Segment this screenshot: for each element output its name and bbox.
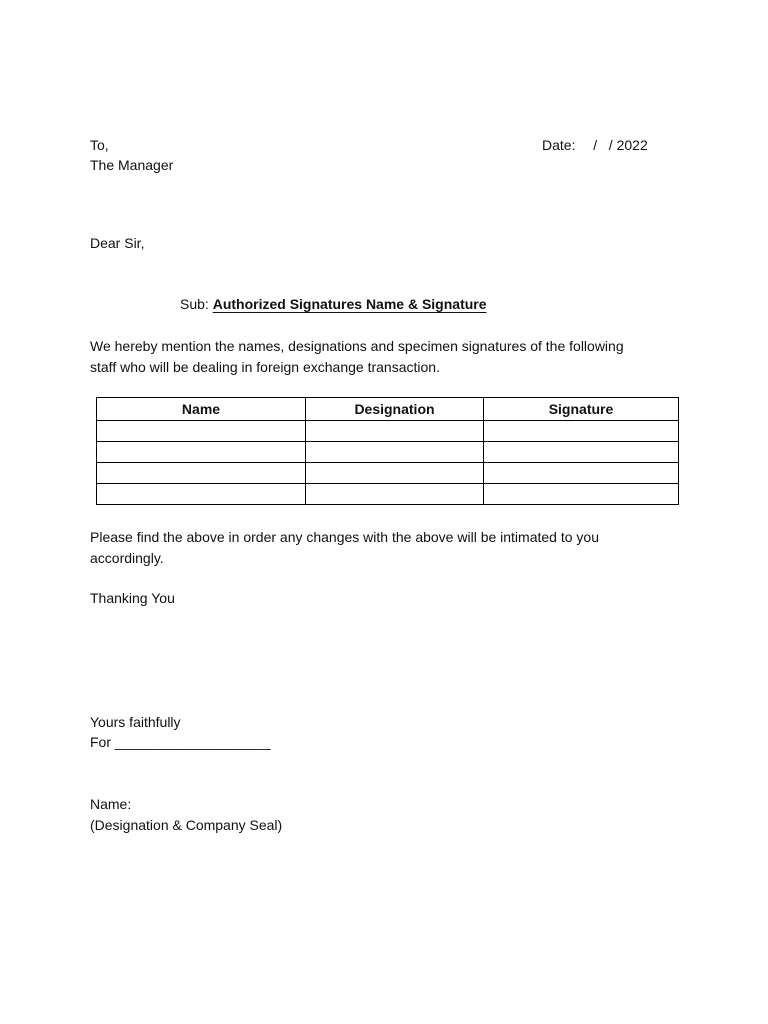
date-value: / / 2022 <box>593 137 648 153</box>
for-company-line: For ____________________ <box>90 734 271 750</box>
date-label: Date: <box>542 137 576 153</box>
subject-title: Authorized Signatures Name & Signature <box>212 296 487 312</box>
closing-line-2: accordingly. <box>90 550 164 566</box>
to-line: To, <box>90 137 109 153</box>
intro-line-2: staff who will be dealing in foreign exchange transaction. <box>90 359 440 375</box>
salutation: Dear Sir, <box>90 235 145 251</box>
table-cell <box>97 484 306 505</box>
column-header-designation: Designation <box>306 398 484 421</box>
closing-paragraph <box>90 527 680 569</box>
table-cell <box>484 421 679 442</box>
designation-seal-label: (Designation & Company Seal) <box>90 817 283 833</box>
subject-prefix: Sub: <box>180 296 209 312</box>
table-header-row <box>97 398 679 421</box>
intro-paragraph <box>90 336 680 378</box>
column-header-signature: Signature <box>484 398 679 421</box>
thanks-line: Thanking You <box>90 590 175 606</box>
signatures-table <box>96 397 679 505</box>
recipient-line: The Manager <box>90 157 174 173</box>
subject-line <box>180 294 487 314</box>
table-cell <box>306 421 484 442</box>
table-cell <box>306 442 484 463</box>
table-cell <box>484 463 679 484</box>
table-row <box>97 442 679 463</box>
table-row <box>97 421 679 442</box>
name-label: Name: <box>90 796 132 812</box>
table-cell <box>484 484 679 505</box>
table-cell <box>97 421 306 442</box>
closing-line-1: Please find the above in order any changes with the above will be intimated to you <box>90 529 599 545</box>
table-cell <box>97 463 306 484</box>
column-header-name: Name <box>97 398 306 421</box>
table-cell <box>484 442 679 463</box>
table-cell <box>306 463 484 484</box>
intro-line-1: We hereby mention the names, designations and specimen signatures of the following <box>90 338 624 354</box>
yours-faithfully: Yours faithfully <box>90 714 181 730</box>
table-cell <box>306 484 484 505</box>
table-row <box>97 484 679 505</box>
date-field <box>542 135 648 155</box>
table-cell <box>97 442 306 463</box>
table-row <box>97 463 679 484</box>
